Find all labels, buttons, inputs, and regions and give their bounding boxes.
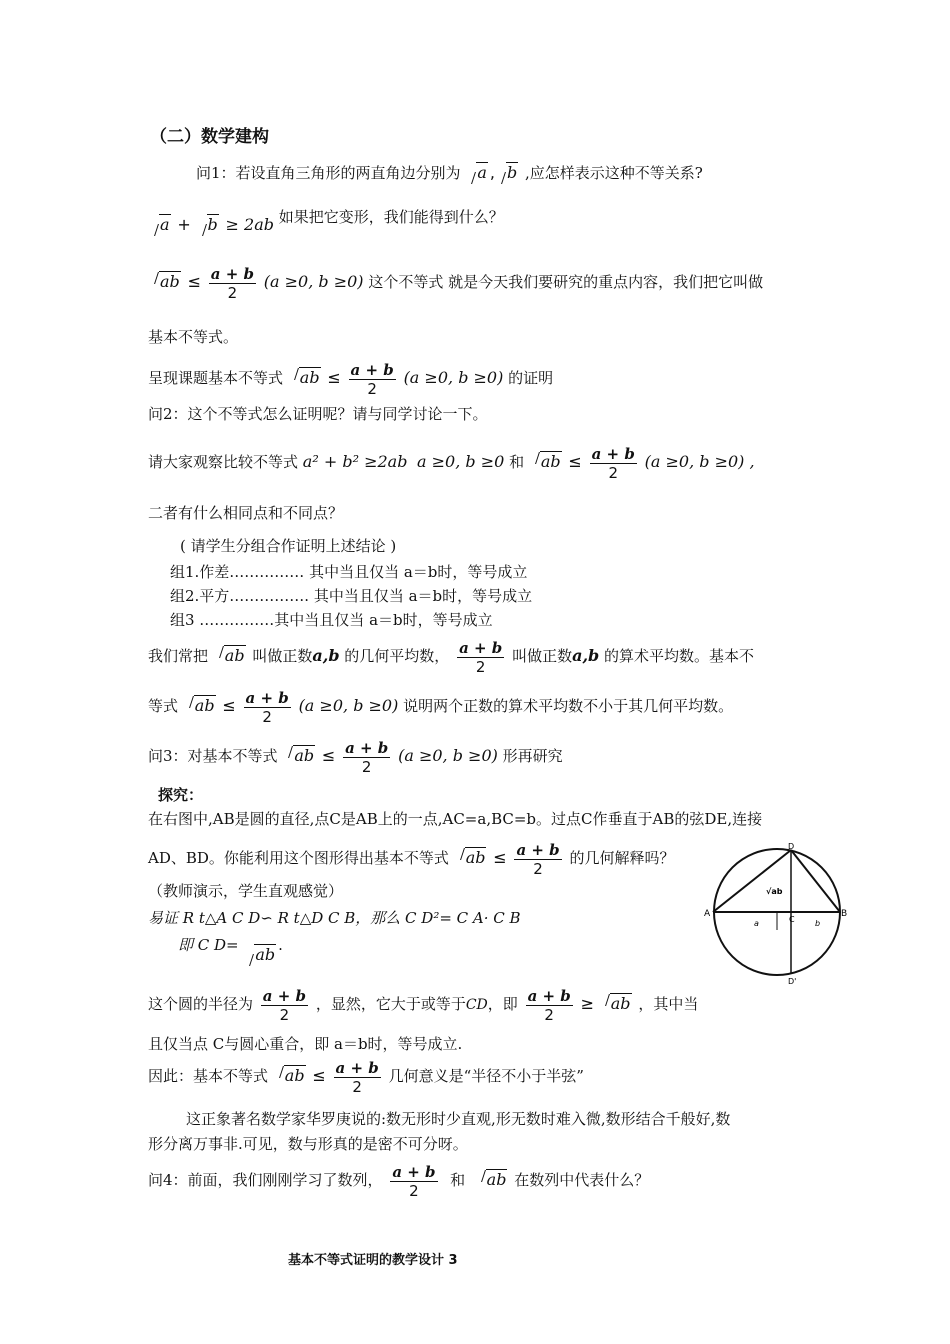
section-title: （二）数学建构: [150, 127, 269, 147]
cd-var: CD: [465, 997, 488, 1013]
group-item-2: 组2.平方……………. 其中当且仅当 a＝b时，等号成立: [170, 587, 533, 605]
q1-line: [196, 162, 703, 184]
ineq2-cont: 基本不等式。: [148, 328, 239, 346]
q4-line: [148, 1160, 649, 1200]
hua-quote-1: 这正象著名数学家华罗庚说的:数无形时少直观,形无数时难入微,数形结合千般好,数: [186, 1110, 731, 1128]
fraction-a-plus-b-over-2: $\frac{a + b}{2}$: [527, 986, 571, 1024]
q3-prefix: 问3：对基本不等式: [148, 747, 278, 765]
means-p5: 的算术平均数。基本不: [604, 647, 755, 665]
means-cont-prefix: 等式: [148, 697, 179, 715]
le-sign: ≤: [321, 746, 336, 765]
q4-prefix: 问4：前面，我们刚刚学习了数列，: [148, 1171, 383, 1189]
sqrt-a: a: [467, 162, 488, 184]
fraction-a-plus-b-over-2: $\frac{a + b}{2}$: [262, 986, 307, 1024]
condition: (a ≥0, b ≥0): [398, 746, 498, 765]
q4-suffix: 在数列中代表什么？: [514, 1171, 650, 1189]
q2-line: 问2：这个不等式怎么证明呢？请与同学讨论一下。: [148, 405, 488, 423]
radius-cont: 且仅当点 C与圆心重合，即 a＝b时，等号成立.: [148, 1035, 463, 1053]
square-condition: a ≥0, b ≥0: [416, 452, 505, 471]
comma: ,: [489, 163, 495, 182]
radius-p1: 这个圆的半径为: [148, 995, 254, 1013]
teacher-demo: （教师演示，学生直观感觉）: [148, 882, 344, 900]
explore-p1: 在右图中,AB是圆的直径,点C是AB上的一点,AC=a,BC=b。过点C作垂直于AB的弦DE,连接: [148, 810, 763, 828]
q3-line: [148, 736, 563, 776]
means-p4: 叫做正数: [512, 647, 573, 665]
hua-quote-2: 形分离万事非.可见，数与形真的是密不可分呀。: [148, 1135, 468, 1153]
radius-p4: ，其中当: [638, 995, 699, 1013]
fraction-a-plus-b-over-2: $\frac{a + b}{2}$: [459, 638, 503, 676]
fraction-a-plus-b-over-2: $\frac{a + b}{2}$: [516, 840, 560, 878]
label-sqrt-ab: √ab: [766, 887, 783, 896]
sqrt-b: b: [497, 162, 518, 184]
condition: (a ≥0, b ≥0) ,: [644, 452, 755, 471]
radius-p2: ，显然，它大于或等于: [315, 995, 466, 1013]
condition: (a ≥0, b ≥0): [403, 368, 504, 387]
segment-ad: [713, 850, 791, 912]
sqrt-ab: ab: [456, 838, 487, 878]
ineq1-line: [148, 208, 504, 236]
fraction-a-plus-b-over-2: $\frac{a + b}{2}$: [392, 1162, 436, 1200]
sqrt-b: b: [198, 214, 219, 236]
means-cont-suffix: 说明两个正数的算术平均数不小于其几何平均数。: [403, 697, 734, 715]
present-line: [148, 358, 553, 398]
label-d-point: D: [788, 842, 795, 851]
page-footer: 基本不等式证明的教学设计 3: [288, 1253, 458, 1268]
sqrt-ab: ab: [245, 944, 276, 966]
ineq2-text: 这个不等式 就是今天我们要研究的重点内容，我们把它叫做: [368, 273, 764, 291]
label-segment-b: b: [815, 919, 821, 928]
ineq2-line: [148, 262, 763, 302]
square-inequality: a² + b² ≥2ab: [302, 452, 408, 471]
fraction-a-plus-b-over-2: $\frac{a + b}{2}$: [591, 444, 635, 482]
sqrt-ab: ab: [290, 358, 321, 398]
proof-line-2: 即 C D= ab .: [178, 936, 283, 964]
explore-p2-line: [148, 838, 674, 878]
le-sign: ≤: [327, 368, 341, 387]
sqrt-ab: ab: [531, 442, 562, 482]
group-item-1: 组1.作差…………… 其中当且仅当 a＝b时，等号成立: [170, 563, 528, 581]
sqrt-ab: ab: [284, 736, 315, 776]
fraction-a-plus-b-over-2: $\frac{a + b}{2}$: [345, 738, 389, 776]
le-sign: ≤: [187, 272, 201, 291]
means-p1: 我们常把: [148, 647, 209, 665]
explore-p2-suffix: 的几何解释吗？: [569, 849, 675, 867]
sqrt-ab: ab: [185, 686, 216, 726]
compare-prefix: 请大家观察比较不等式: [148, 453, 299, 471]
label-c-point: C: [789, 915, 795, 924]
fraction-a-plus-b-over-2: $\frac{a + b}{2}$: [335, 1058, 379, 1096]
q3-suffix: 形再研究: [502, 747, 563, 765]
group-note: ( 请学生分组合作证明上述结论 ): [180, 537, 397, 555]
le-sign: ≤: [493, 848, 507, 867]
radius-p3: ，即: [487, 995, 518, 1013]
present-suffix: 的证明: [508, 369, 554, 387]
present-prefix: 呈现课题基本不等式: [148, 369, 284, 387]
sqrt-ab: ab: [275, 1056, 306, 1096]
q1-prefix: 问1：若设直角三角形的两直角边分别为: [196, 164, 461, 182]
fraction-a-plus-b-over-2: $\frac{a + b}{2}$: [210, 264, 254, 302]
means-line: [148, 636, 754, 676]
sqrt-ab: ab: [477, 1160, 508, 1200]
sqrt-ab: ab: [215, 636, 246, 676]
ineq1-text: 如果把它变形，我们能得到什么？: [278, 208, 504, 226]
proof2-prefix: 即 C D=: [178, 936, 239, 954]
therefore-prefix: 因此：基本不等式: [148, 1067, 269, 1085]
sqrt-a: a: [150, 214, 171, 236]
fraction-a-plus-b-over-2: $\frac{a + b}{2}$: [350, 360, 394, 398]
sqrt-ab: ab: [601, 984, 632, 1024]
ab-vars: a,b: [312, 646, 340, 665]
proof-line-1: 易证 R t△A C D∽ R t△D C B，那么 C D²= C A· C B: [148, 909, 521, 927]
compare-line: [148, 442, 755, 482]
means-p3: 的几何平均数，: [344, 647, 450, 665]
compare-cont: 二者有什么相同点和不同点？: [148, 504, 344, 522]
therefore-suffix: 几何意义是“半径不小于半弦”: [388, 1067, 584, 1085]
explore-p2-prefix: AD、BD。你能利用这个图形得出基本不等式: [148, 849, 449, 867]
fraction-a-plus-b-over-2: $\frac{a + b}{2}$: [245, 688, 289, 726]
label-b-point: B: [841, 909, 848, 919]
le-sign: ≤: [222, 696, 236, 715]
label-segment-a: a: [754, 919, 759, 928]
means-p2: 叫做正数: [252, 647, 313, 665]
compare-and: 和: [509, 453, 525, 471]
ge-2ab: ≥ 2ab: [225, 215, 274, 234]
condition: (a ≥0, b ≥0): [298, 696, 399, 715]
ge-sign: ≥: [580, 994, 594, 1013]
plus-sign: +: [177, 215, 191, 234]
group-item-3: 组3 ……………其中当且仅当 a＝b时，等号成立: [170, 611, 493, 629]
ab-vars: a,b: [572, 646, 600, 665]
radius-line: [148, 984, 698, 1025]
circle-figure: [700, 838, 855, 988]
q4-and: 和: [450, 1171, 466, 1189]
le-sign: ≤: [568, 452, 582, 471]
le-sign: ≤: [312, 1066, 326, 1085]
label-e-point: D': [788, 977, 797, 986]
means-cont-line: [148, 686, 733, 726]
explore-title: 探究：: [158, 786, 204, 804]
condition: (a ≥0, b ≥0): [263, 272, 364, 291]
sqrt-ab: ab: [150, 262, 181, 302]
therefore-line: [148, 1056, 584, 1096]
label-a-point: A: [704, 909, 711, 919]
q1-suffix: ,应怎样表示这种不等关系?: [525, 164, 703, 182]
